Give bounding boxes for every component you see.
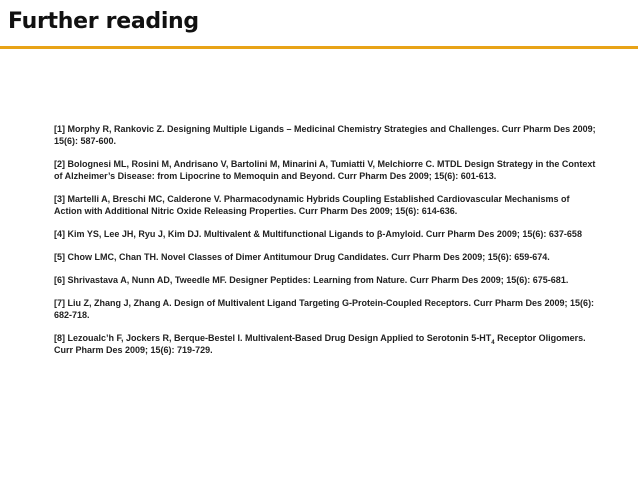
reference-8-text-start: [8] Lezoualc’h F, Jockers R, Berque-Bestel I. Multivalent-Based Drug Design Applied to Serotonin 5-HT <box>54 333 492 343</box>
slide-title: Further reading <box>8 9 199 34</box>
reference-item-1: [1] Morphy R, Rankovic Z. Designing Multiple Ligands – Medicinal Chemistry Strategies and Challenges. Curr Pharm Des 2009; 15(6): 587-600. <box>54 124 596 146</box>
reference-list <box>54 123 599 367</box>
reference-8-subscript: 4 <box>491 339 495 346</box>
reference-item-7: [7] Liu Z, Zhang J, Zhang A. Design of Multivalent Ligand Targeting G-Protein-Coupled Receptors. Curr Pharm Des 2009; 15(6): 682-718. <box>54 298 595 320</box>
reference-item-2: [2] Bolognesi ML, Rosini M, Andrisano V, Bartolini M, Minarini A, Tumiatti V, Melchiorre C. MTDL Design Strategy in the Context of Alzheimer’s Disease: from Lipocrine to Memoquin and Beyond. Curr Pharm Des 2009; 15(6): 601-613. <box>54 159 596 181</box>
reference-item-4: [4] Kim YS, Lee JH, Ryu J, Kim DJ. Multivalent & Multifunctional Ligands to β-Amyloid. Curr Pharm Des 2009; 15(6): 637-658 <box>54 229 582 239</box>
reference-item-6: [6] Shrivastava A, Nunn AD, Tweedle MF. Designer Peptides: Learning from Nature. Curr Pharm Des 2009; 15(6): 675-681. <box>54 275 569 285</box>
title-underline <box>0 46 638 49</box>
reference-item-3: [3] Martelli A, Breschi MC, Calderone V. Pharmacodynamic Hybrids Coupling Established Cardiovascular Mechanisms of Action with Additional Nitric Oxide Releasing Properties. Curr Pharm Des 2009; 15(6): 614-636. <box>54 194 570 216</box>
reference-item-8 <box>54 332 599 356</box>
reference-item-5: [5] Chow LMC, Chan TH. Novel Classes of Dimer Antitumour Drug Candidates. Curr Pharm Des 2009; 15(6): 659-674. <box>54 252 550 262</box>
reference-8-text-end: Receptor Oligomers. Curr Pharm Des 2009; 15(6): 719-729. <box>54 333 586 355</box>
